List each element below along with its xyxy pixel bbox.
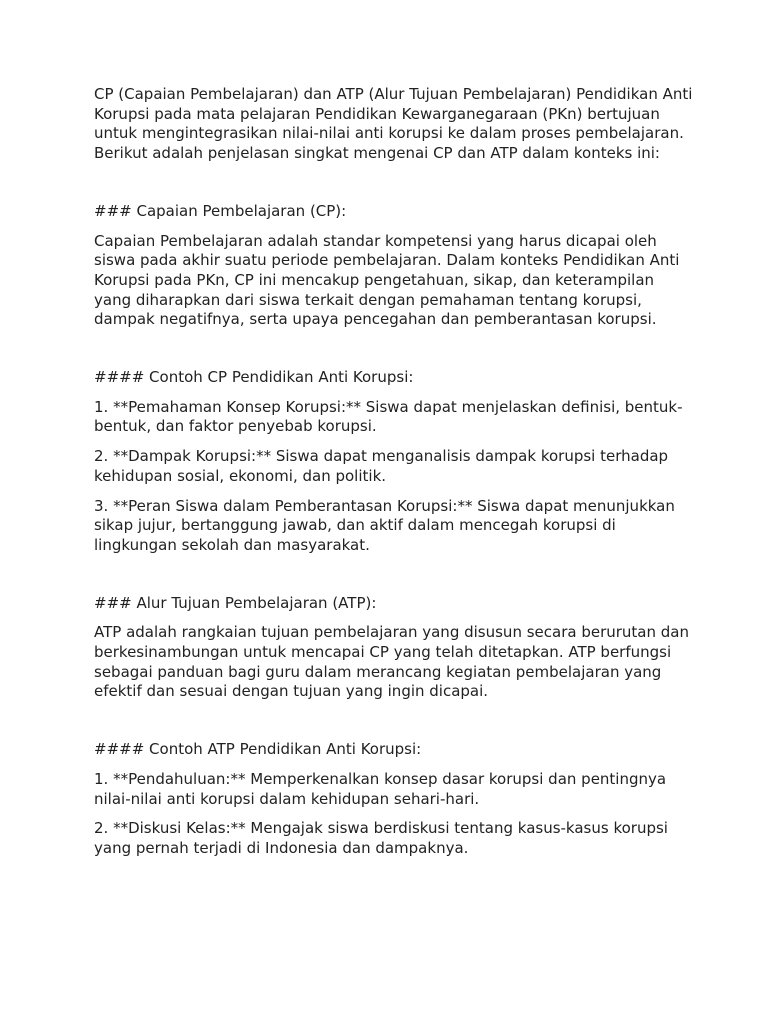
atp-heading: ### Alur Tujuan Pembelajaran (ATP): [94, 593, 377, 612]
intro-paragraph: CP (Capaian Pembelajaran) dan ATP (Alur Tujuan Pembelajaran) Pendidikan Anti Korupsi pada mata pelajaran Pendidikan Kewarganegaraan (PKn) bertujuan untuk mengintegrasikan nilai-nilai anti korupsi ke dalam proses pembelajaran. Berikut adalah penjelasan singkat mengenai CP dan ATP dalam konteks ini: [94, 85, 693, 163]
cp-example-item-2: 2. **Dampak Korupsi:** Siswa dapat menganalisis dampak korupsi terhadap kehidupan sosial, ekonomi, dan politik. [94, 447, 669, 485]
cp-example-item-3: 3. **Peran Siswa dalam Pemberantasan Korupsi:** Siswa dapat menunjukkan sikap jujur, bertanggung jawab, dan aktif dalam mencegah korupsi di lingkungan sekolah dan masyarakat. [94, 496, 675, 554]
cp-example-item-1: 1. **Pemahaman Konsep Korupsi:** Siswa dapat menjelaskan definisi, bentuk-bentuk, dan faktor penyebab korupsi. [94, 397, 683, 436]
atp-example-heading: #### Contoh ATP Pendidikan Anti Korupsi: [94, 740, 422, 759]
cp-heading: ### Capaian Pembelajaran (CP): [94, 201, 347, 220]
atp-example-item-2: 2. **Diskusi Kelas:** Mengajak siswa berdiskusi tentang kasus-kasus korupsi yang pernah terjadi di Indonesia dan dampaknya. [94, 819, 668, 857]
document-page [94, 85, 694, 869]
atp-paragraph: ATP adalah rangkaian tujuan pembelajaran yang disusun secara berurutan dan berkesinambungan untuk mencapai CP yang telah ditetapkan. ATP berfungsi sebagai panduan bagi guru dalam merancang kegiatan pembelajaran yang efektif dan sesuai dengan tujuan yang ingin dicapai. [94, 623, 689, 701]
cp-example-heading: #### Contoh CP Pendidikan Anti Korupsi: [94, 368, 414, 387]
atp-example-item-1: 1. **Pendahuluan:** Memperkenalkan konsep dasar korupsi dan pentingnya nilai-nilai anti korupsi dalam kehidupan sehari-hari. [94, 769, 667, 808]
cp-paragraph: Capaian Pembelajaran adalah standar kompetensi yang harus dicapai oleh siswa pada akhir suatu periode pembelajaran. Dalam konteks Pendidikan Anti Korupsi pada PKn, CP ini mencakup pengetahuan, sikap, dan keterampilan yang diharapkan dari siswa terkait dengan pemahaman tentang korupsi, dampak negatifnya, serta upaya pencegahan dan pemberantasan korupsi. [94, 231, 680, 329]
